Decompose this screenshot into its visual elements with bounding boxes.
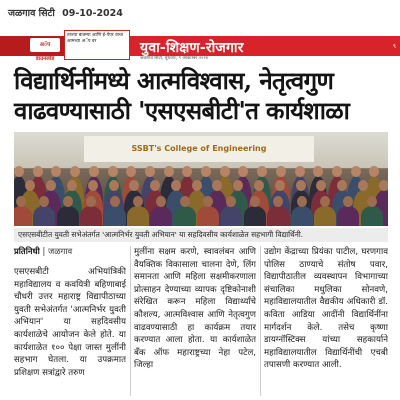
photo-person-head (156, 196, 166, 207)
photo-person-head (192, 180, 202, 191)
photo-person-head (379, 180, 388, 191)
photo-person (80, 206, 102, 226)
photo-person-head (254, 180, 264, 191)
promo-box: ताज्या बातम्या आणि ई-पेपर वाचा आमच्या अॅप वर (64, 30, 130, 60)
photo-person-head (39, 196, 49, 207)
photo-person-head (16, 196, 26, 207)
photo-person (267, 206, 289, 226)
photo-person-head (108, 166, 118, 177)
article-headline: विद्यार्थिनींमध्ये आत्मविश्वास, नेतृत्वगुण वाढवण्यासाठी 'एसएसबीटी'त कार्यशाळा (14, 66, 350, 125)
edition-bar (8, 6, 127, 22)
photo-person (361, 206, 383, 226)
article-photo (14, 132, 388, 226)
column-divider (260, 246, 261, 396)
photo-person-head (89, 166, 99, 177)
photo-person-head (70, 166, 80, 177)
photo-person-head (273, 196, 283, 207)
photo-person (291, 206, 313, 226)
photo-person-head (313, 166, 323, 177)
photo-person-head (67, 180, 77, 191)
photo-person-head (316, 180, 326, 191)
photo-person (220, 206, 242, 226)
photo-person-head (358, 180, 368, 191)
photo-person-head (164, 166, 174, 177)
photo-person-head (337, 180, 347, 191)
photo-person-head (257, 166, 267, 177)
photo-person-head (275, 180, 285, 191)
photo-person-head (320, 196, 330, 207)
photo-person-head (126, 166, 136, 177)
edition-date: 09-10-2024 (62, 8, 123, 19)
photo-person-head (203, 196, 213, 207)
photo-person (174, 206, 196, 226)
photo-person (314, 206, 336, 226)
photo-person-head (220, 166, 230, 177)
article-column-1: एसएसबीटी अभियांत्रिकी महाविद्यालय व कवयित्री बहिणाबाई चौधरी उत्तर महाराष्ट्र विद्यापीठाच्या युवती सभेअंतर्गत 'आत्मनिर्भर युवती अभियान' या सहदिवसीय कार्यशाळेचे आयोजन केले होते. या कार्यशाळेत १०० पेक्षा जास्त मुलींनी सहभाग घेतला. या उपक्रमात प्रशिक्षण सत्रांद्वारे तरुण (14, 267, 126, 378)
photo-person (104, 206, 126, 226)
byline-city: जळगाव (48, 246, 73, 256)
photo-person-head (212, 180, 222, 191)
photo-person-head (369, 166, 379, 177)
photo-person-head (332, 166, 342, 177)
photo-person-head (233, 180, 243, 191)
article-column-2: मुलींना सक्षम करणे, स्वावलंबन आणि वैयक्तिक विकासाला चालना देणे, लिंग समानता आणि महिला सक्षमीकरणाला प्रोत्साहन देण्याच्या व्यापक दृष्टिकोनाशी संरेखित करून महिला विद्यार्थ्यांचे कौशल्य, आत्मविश्वास आणि नेतृत्वगुण वाढवण्यासाठी हा कार्यक्रम तयार करण्यात आला होता. या कार्यशाळेत बँक ऑफ महाराष्ट्रच्या नेहा पटेल, जिल्हा (134, 247, 256, 371)
photo-person-head (109, 180, 119, 191)
photo-person-head (150, 180, 160, 191)
photo-banner: SSBT's College of Engineering (84, 136, 314, 162)
section-dateline: जळगाव सिटी, बुधवार, ९ ऑक्टोबर २०२४ (140, 56, 209, 61)
photo-person (150, 206, 172, 226)
photo-person (33, 206, 55, 226)
section-header (0, 28, 400, 62)
photo-person-head (51, 166, 61, 177)
photo-person-head (171, 180, 181, 191)
byline-name: प्रतिनिधी (14, 246, 40, 256)
section-title: युवा-शिक्षण-रोजगार (140, 40, 244, 56)
photo-person (244, 206, 266, 226)
photo-person-head (297, 196, 307, 207)
photo-person-head (133, 196, 143, 207)
photo-person-head (33, 166, 43, 177)
photo-person-head (201, 166, 211, 177)
photo-caption: एसएसबीटीत युवती सभेअंतर्गत 'आत्मनिर्भर युवती अभियान' या सहदिवसीय कार्यशाळेत सहभागी विद्यार्थिनी. (14, 228, 388, 242)
photo-person (127, 206, 149, 226)
page-number: ९ (392, 43, 396, 50)
photo-person-head (238, 166, 248, 177)
photo-person-head (86, 196, 96, 207)
photo-person (337, 206, 359, 226)
app-logo: अॅप डाउनलोड (30, 38, 60, 52)
byline (14, 246, 72, 257)
photo-person-head (129, 180, 139, 191)
photo-person-head (25, 180, 35, 191)
byline-separator: | (42, 246, 49, 256)
photo-person-head (276, 166, 286, 177)
photo-person-head (296, 180, 306, 191)
photo-person-head (63, 196, 73, 207)
photo-person-head (145, 166, 155, 177)
photo-person-head (180, 196, 190, 207)
photo-person-head (295, 166, 305, 177)
photo-person-head (367, 196, 377, 207)
photo-person-head (226, 196, 236, 207)
photo-person-head (88, 180, 98, 191)
photo-person-head (46, 180, 56, 191)
photo-person (57, 206, 79, 226)
photo-person-head (110, 196, 120, 207)
photo-person-head (182, 166, 192, 177)
photo-person-head (14, 166, 24, 177)
photo-person-head (343, 196, 353, 207)
photo-person (14, 206, 32, 226)
photo-person-head (351, 166, 361, 177)
column-divider (130, 246, 131, 396)
photo-person (197, 206, 219, 226)
photo-person-head (250, 196, 260, 207)
article-column-3: उद्योग केंद्राच्या प्रियंका पाटील, घरणगाव पोलिस ठाण्याचे संतोष पवार, विद्यापीठातील व्यवस्थापन विभागाच्या संचालिका मधुलिका सोनवणे, महाविद्यालयातील वैद्यकीय अधिकारी डॉ. कविता आडिया आदींनी विद्यार्थिनींना मार्गदर्शन केले. तसेच कृष्णा डायग्नॉस्टिक्स यांच्या सहकार्याने महाविद्यालयातील विद्यार्थिनींची एचबी तपासणी करण्यात आली. (264, 247, 388, 371)
edition-city: जळगाव सिटी (8, 8, 55, 19)
